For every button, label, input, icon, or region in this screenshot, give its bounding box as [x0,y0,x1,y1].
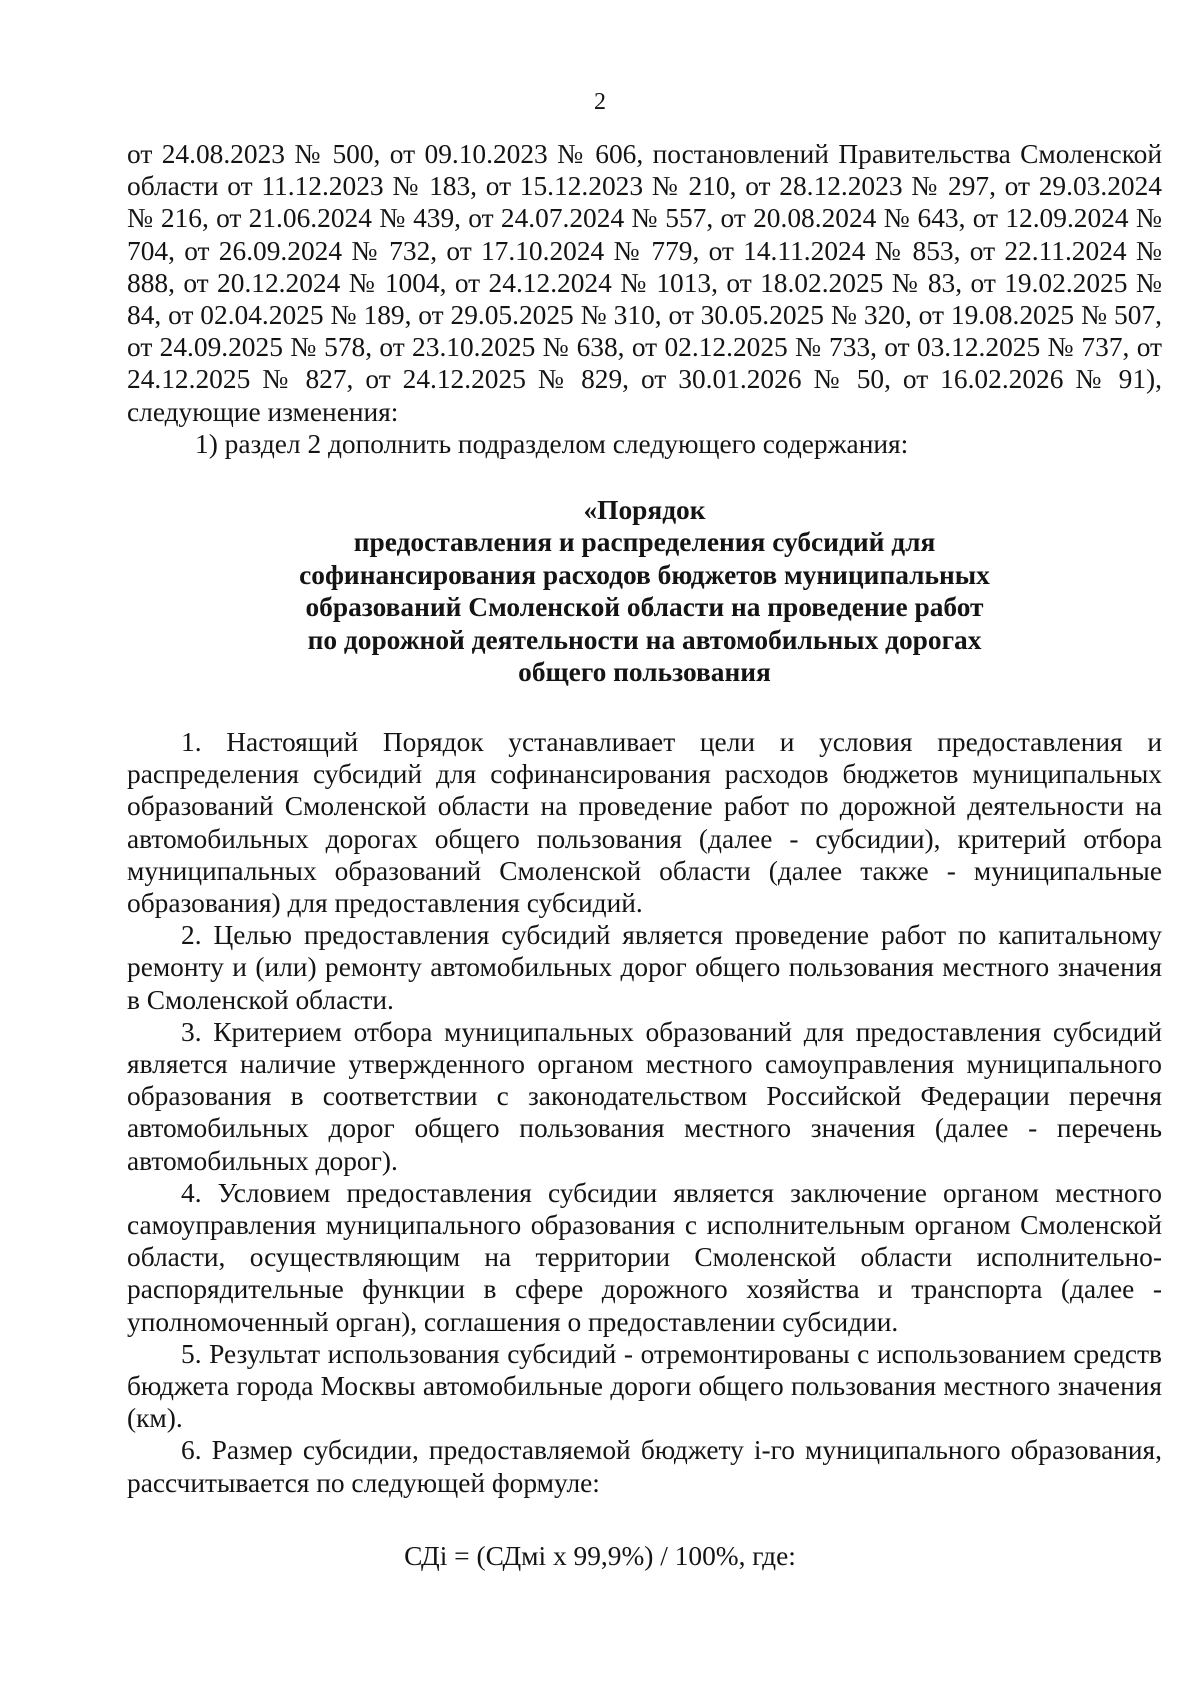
procedure-points [127,726,1162,1499]
point-2: 2. Целью предоставления субсидий является проведение работ по капитальному ремонту и (или) ремонту автомобильных дорог общего пользования местного значения в Смоленской области. [127,920,1162,1015]
heading-line-1: «Порядок [583,495,706,525]
heading-line-3: софинансирования расходов бюджетов муниципальных [299,559,990,590]
section-heading [127,494,1162,688]
point-4: 4. Условием предоставления субсидии является заключение органом местного самоуправления муниципального образования с исполнительным органом Смоленской области, осуществляющим на территории Смоленской области исполнительно-распорядительные функции в сфере дорожного хозяйства и транспорта (далее - уполномоченный орган), соглашения о предоставлении субсидии. [127,1177,1162,1337]
amendment-item-1: 1) раздел 2 дополнить подразделом следующего содержания: [195,428,909,459]
intro-block [127,138,1162,460]
point-6: 6. Размер субсидии, предоставляемой бюджету i-го муниципального образования, рассчитывается по следующей формуле: [127,1435,1162,1498]
point-5: 5. Результат использования субсидий - отремонтированы с использованием средств бюджета города Москвы автомобильные дороги общего пользования местного значения (км). [127,1338,1162,1434]
heading-line-5: по дорожной деятельности на автомобильных дорогах [307,624,982,655]
subsidy-formula: СДi = (СДмi х 99,9%) / 100%, где: [404,1541,796,1571]
page-number: 2 [594,89,606,115]
heading-line-6: общего пользования [518,657,771,688]
heading-line-4: образований Смоленской области на проведение работ [305,592,984,623]
point-1: 1. Настоящий Порядок устанавливает цели и условия предоставления и распределения субсидий для софинансирования расходов бюджетов муниципальных образований Смоленской области на проведение работ по дорожной деятельности на автомобильных дорогах общего пользования (далее - субсидии), критерий отбора муниципальных образований Смоленской области (далее также - муниципальные образования) для предоставления субсидий. [127,727,1162,919]
intro-paragraph: от 24.08.2023 № 500, от 09.10.2023 № 606, постановлений Правительства Смоленской области от 11.12.2023 № 183, от 15.12.2023 № 210, от 28.12.2023 № 297, от 29.03.2024 № 216, от 21.06.2024 № 439, от 24.07.2024 № 557, от 20.08.2024 № 643, от 12.09.2024 № 704, от 26.09.2024 № 732, от 17.10.2024 № 779, от 14.11.2024 № 853, от 22.11.2024 № 888, от 20.12.2024 № 1004, от 24.12.2024 № 1013, от 18.02.2025 № 83, от 19.02.2025 № 84, от 02.04.2025 № 189, от 29.05.2025 № 310, от 30.05.2025 № 320, от 19.08.2025 № 507, от 24.09.2025 № 578, от 23.10.2025 № 638, от 02.12.2025 № 733, от 03.12.2025 № 737, от 24.12.2025 № 827, от 24.12.2025 № 829, от 30.01.2026 № 50, от 16.02.2026 № 91), следующие изменения: [127,139,1162,427]
heading-line-2: предоставления и распределения субсидий для [353,527,936,558]
point-3: 3. Критерием отбора муниципальных образований для предоставления субсидий является наличие утвержденного органом местного самоуправления муниципального образования в соответствии с законодательством Российской Федерации перечня автомобильных дорог общего пользования местного значения (далее - перечень автомобильных дорог). [127,1016,1162,1176]
